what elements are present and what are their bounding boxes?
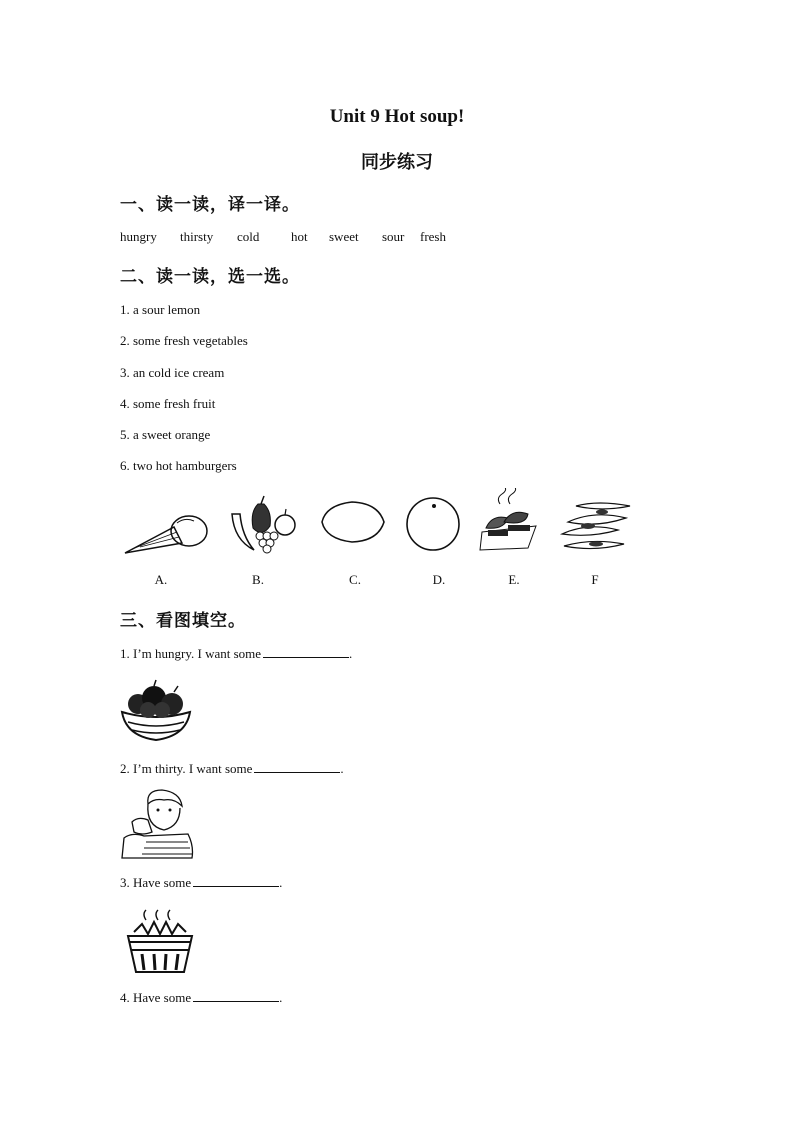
word-item: cold bbox=[237, 229, 260, 244]
fill-blank-item bbox=[120, 645, 352, 662]
section3-heading: 三、看图填空。 bbox=[120, 611, 246, 631]
word-item: hungry bbox=[120, 229, 157, 244]
ice-cream-cone-icon bbox=[122, 505, 212, 557]
fill-blank-text: 3. Have some bbox=[120, 875, 192, 890]
word-list bbox=[120, 229, 460, 245]
match-item: 6. two hot hamburgers bbox=[120, 458, 237, 473]
match-item: 5. a sweet orange bbox=[120, 427, 211, 442]
section1-heading: 一、读一读，译一译。 bbox=[120, 195, 300, 215]
fill-blank-item bbox=[120, 760, 344, 777]
orange-icon bbox=[404, 495, 462, 553]
hamburgers-icon bbox=[478, 488, 540, 556]
fill-blank-item bbox=[120, 874, 282, 891]
fill-blank-text: 4. Have some bbox=[120, 990, 192, 1005]
answer-blank[interactable] bbox=[254, 760, 340, 773]
choice-label-e: E. bbox=[508, 572, 520, 587]
choice-label-f: F bbox=[591, 572, 599, 587]
vegetables-icon bbox=[558, 492, 634, 554]
choice-label-a: A. bbox=[154, 572, 168, 587]
word-item: hot bbox=[291, 229, 308, 244]
fill-blank-text: 1. I’m hungry. I want some bbox=[120, 646, 262, 661]
answer-blank[interactable] bbox=[263, 645, 349, 658]
word-item: sour bbox=[382, 229, 405, 244]
match-item: 2. some fresh vegetables bbox=[120, 333, 248, 348]
fill-blank-end: . bbox=[340, 761, 344, 776]
fruit-bunch-icon bbox=[228, 492, 298, 554]
word-item: sweet bbox=[329, 229, 359, 244]
word-item: thirsty bbox=[180, 229, 214, 244]
choice-label-c: C. bbox=[349, 572, 361, 587]
match-item: 1. a sour lemon bbox=[120, 302, 201, 317]
fill-blank-end: . bbox=[349, 646, 353, 661]
section2-heading: 二、读一读，选一选。 bbox=[120, 267, 300, 287]
answer-blank[interactable] bbox=[193, 989, 279, 1002]
answer-blank[interactable] bbox=[193, 874, 279, 887]
choice-label-d: D. bbox=[432, 572, 446, 587]
thirsty-boy-icon bbox=[118, 786, 196, 860]
fill-blank-text: 2. I’m thirty. I want some bbox=[120, 761, 253, 776]
fill-blank-end: . bbox=[279, 875, 283, 890]
lemon-icon bbox=[318, 497, 388, 547]
page-subtitle: 同步练习 bbox=[361, 152, 433, 173]
page-title: Unit 9 Hot soup! bbox=[329, 106, 465, 127]
choice-label-b: B. bbox=[252, 572, 264, 587]
hot-fries-icon bbox=[124, 908, 196, 976]
fruit-basket-icon bbox=[118, 678, 194, 744]
match-item: 4. some fresh fruit bbox=[120, 396, 216, 411]
fill-blank-end: . bbox=[279, 990, 283, 1005]
fill-blank-item bbox=[120, 989, 282, 1006]
word-item: fresh bbox=[420, 229, 446, 244]
match-item: 3. an cold ice cream bbox=[120, 365, 225, 380]
